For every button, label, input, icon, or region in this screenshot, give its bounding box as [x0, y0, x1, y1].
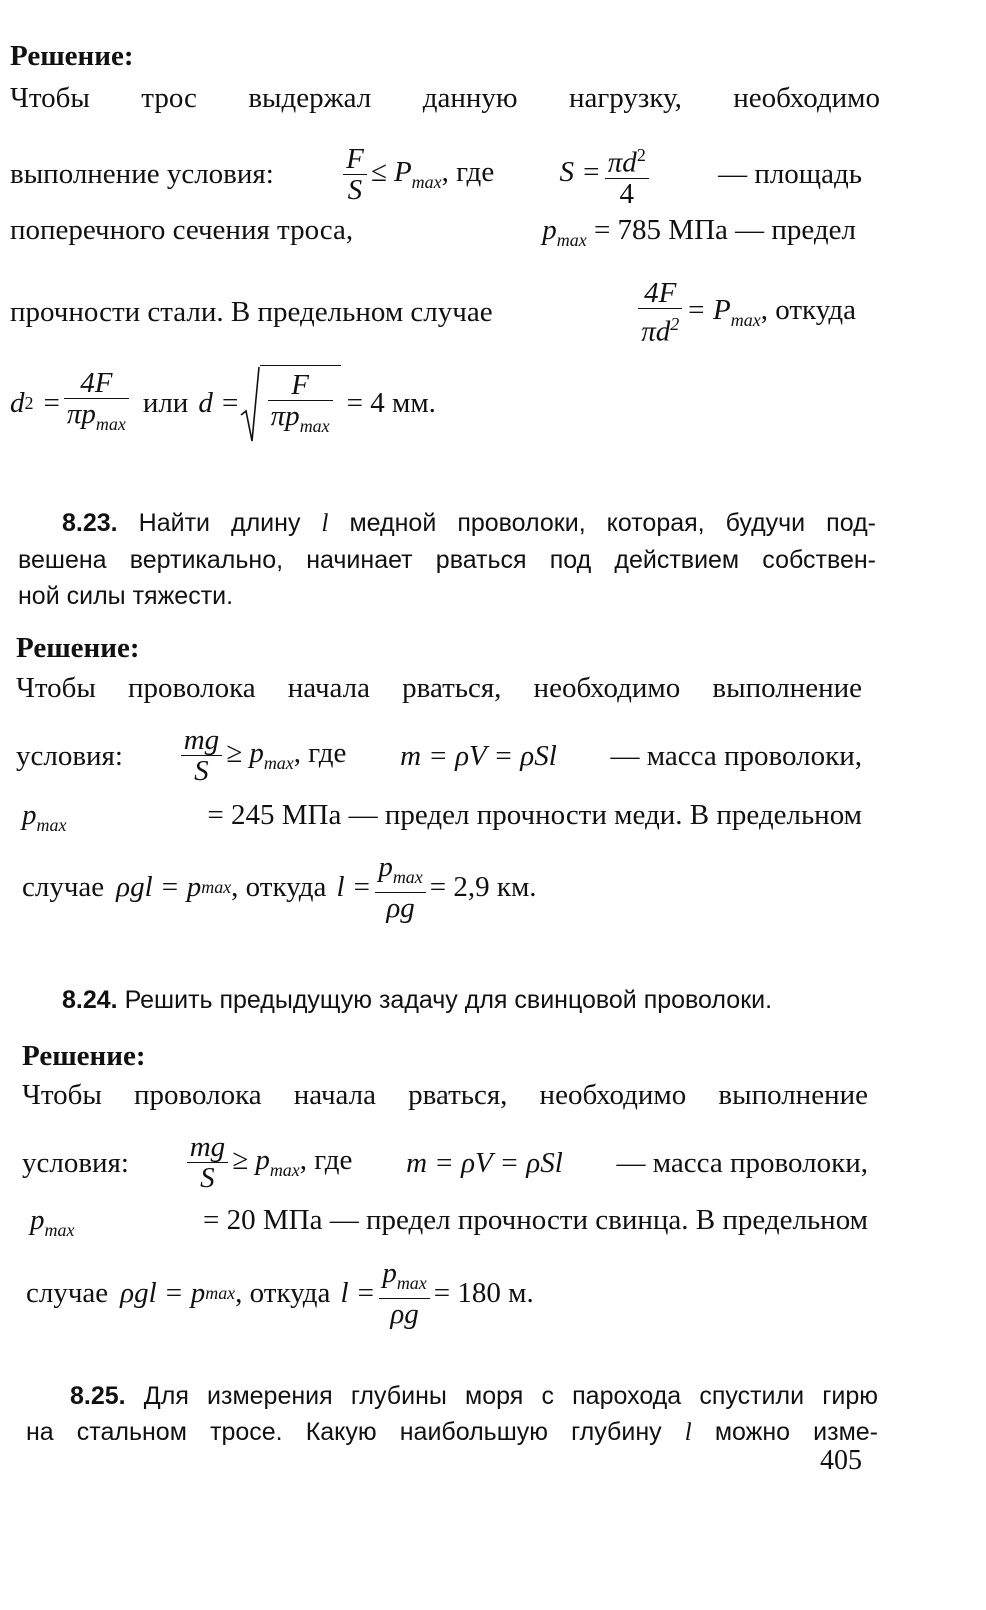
solution-heading-1: Решение: — [10, 40, 134, 72]
solution-1-line-4: прочности стали. В предельном случае $\frac{4F}{\pi d^2}$ = $P_{max}$, откуда — [10, 277, 856, 348]
problem-8-23: 8.23. Найти длину l медной проволоки, которая, будучи под- вешена вертикально, начинает рваться под действием собствен- ной силы тяжести. — [18, 509, 876, 610]
solution-heading-2: Решение: — [16, 632, 140, 664]
solution-2-line-1: Чтобы проволока начала рваться, необходимо выполнение — [16, 672, 862, 704]
solution-1-line-2: выполнение условия: $\frac{F}{S}$ ≤ $P_{max}$, где S = $\frac{\pi d^2}{4}$ — площадь — [10, 140, 862, 209]
problem-8-24: 8.24. Решить предыдущую задачу для свинцовой проволоки. — [62, 986, 773, 1014]
problem-8-25: 8.25. Для измерения глубины моря с парохода спустили гирю на стальном тросе. Какую наибольшую глубину l можно изме- — [26, 1382, 879, 1446]
solution-2-line-3: $p_{max}$ = 245 МПа — предел прочности меди. В предельном — [22, 799, 862, 835]
solution-3-line-4: случае ρgl = p max , откуда l = $\frac{p_{max}}{\rho g}$ = 180 м. — [26, 1257, 534, 1330]
square-root: $\frac{F}{\pi p_{max}}$ — [240, 365, 341, 441]
solution-3-line-1: Чтобы проволока начала рваться, необходимо выполнение — [22, 1079, 868, 1111]
solution-1-line-5: d 2 = $\frac{4F}{\pi p_{max}}$ или d = $\frac{F}{\pi p_{max}}$ = 4 мм. — [10, 368, 880, 438]
solution-2-line-2: условия: $\frac{mg}{S}$ ≥ $p_{max}$, где m = ρV = ρSl — масса проволоки, — [16, 724, 862, 787]
limit-condition-formula: $\frac{4F}{\pi d^2}$ = $P_{max}$, откуда — [634, 278, 856, 347]
area-formula: S = $\frac{\pi d^2}{4}$ — [559, 140, 652, 209]
solution-1-line-3: поперечного сечения троса, $p_{max} = 785$ МПа — предел — [10, 214, 856, 250]
page-number: 405 — [820, 1445, 862, 1476]
solution-1-line-1: Чтобы трос выдержал данную нагрузку, необходимо — [10, 82, 880, 114]
solution-heading-3: Решение: — [22, 1040, 146, 1072]
strength-condition-formula: $\frac{F}{S}$ ≤ $P_{max}$, где — [339, 144, 494, 205]
solution-2-line-4: случае ρgl = p max , откуда l = $\frac{p_{max}}{\rho g}$ = 2,9 км. — [22, 851, 537, 924]
solution-3-line-2: условия: $\frac{mg}{S}$ ≥ $p_{max}$, где m = ρV = ρSl — масса проволоки, — [22, 1131, 868, 1194]
solution-3-line-3: $p_{max}$ = 20 МПа — предел прочности свинца. В предельном — [30, 1204, 868, 1240]
